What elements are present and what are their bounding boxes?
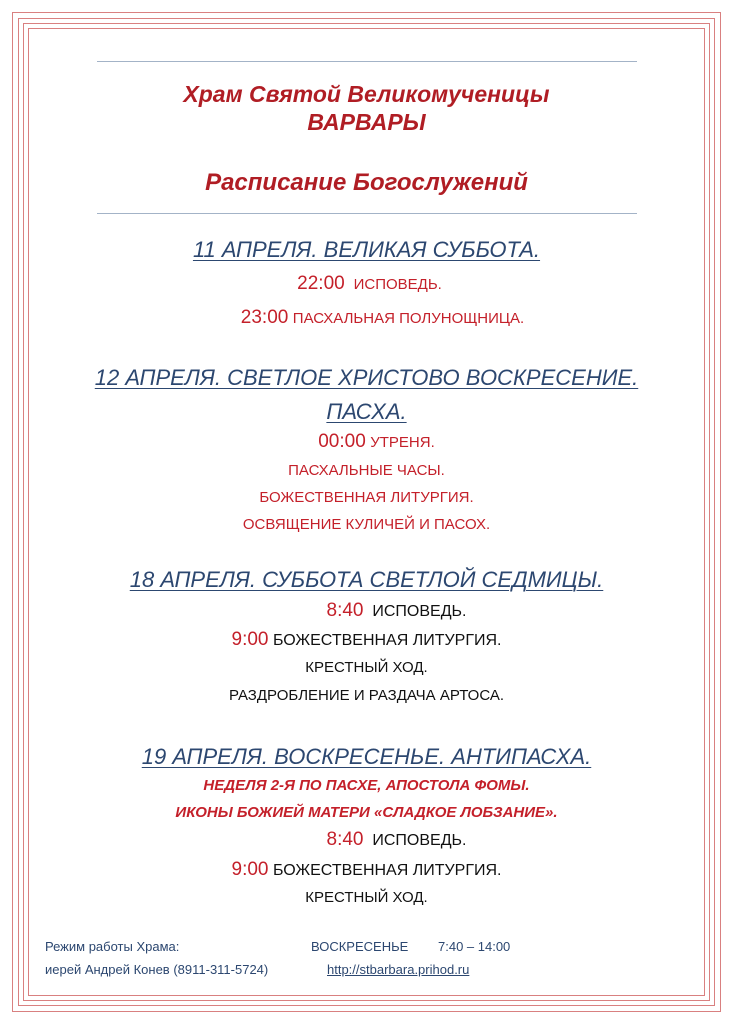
day4-heading: 19 АПРЕЛЯ. ВОСКРЕСЕНЬЕ. АНТИПАСХА. xyxy=(141,744,592,769)
day4-note-line1: НЕДЕЛЯ 2-Я ПО ПАСХЕ, АПОСТОЛА ФОМЫ. xyxy=(203,777,530,794)
time: 23:00 xyxy=(240,307,289,328)
schedule-subtitle: Расписание Богослужений xyxy=(205,169,528,196)
website-link[interactable]: http://stbarbara.prihod.ru xyxy=(327,962,470,977)
day4-item-2 xyxy=(0,858,733,883)
service-label: ИСПОВЕДЬ. xyxy=(372,603,467,620)
footer-hours-time: 7:40 – 14:00 xyxy=(438,939,511,954)
time: 8:40 xyxy=(326,829,364,850)
service-label: ИСПОВЕДЬ. xyxy=(372,832,467,849)
time: 22:00 xyxy=(297,273,345,294)
day4-item-1 xyxy=(0,828,733,853)
footer-priest-contact: иерей Андрей Конев (8911-311-5724) xyxy=(45,962,269,977)
service-label: БОЖЕСТВЕННАЯ ЛИТУРГИЯ. xyxy=(272,862,502,879)
time: 9:00 xyxy=(231,629,269,650)
day3-item-2 xyxy=(0,628,733,653)
time: 9:00 xyxy=(231,859,269,880)
day2-heading-line2: ПАСХА. xyxy=(326,399,407,424)
day2-item-1 xyxy=(0,430,733,455)
service-label: УТРЕНЯ. xyxy=(370,434,435,451)
day1-item-1 xyxy=(0,272,733,297)
footer-hours-label: Режим работы Храма: xyxy=(45,939,180,954)
day4-line-1: КРЕСТНЫЙ ХОД. xyxy=(305,889,428,906)
divider-top xyxy=(97,61,637,62)
day3-item-1 xyxy=(0,599,733,624)
day3-heading: 18 АПРЕЛЯ. СУББОТА СВЕТЛОЙ СЕДМИЦЫ. xyxy=(129,567,604,592)
divider-bottom xyxy=(97,213,637,214)
day3-line-1: КРЕСТНЫЙ ХОД. xyxy=(305,659,428,676)
day2-line-2: БОЖЕСТВЕННАЯ ЛИТУРГИЯ. xyxy=(259,489,474,506)
footer-website xyxy=(327,962,469,978)
church-title-line1: Храм Святой Великомученицы xyxy=(183,81,550,107)
service-label: ИСПОВЕДЬ. xyxy=(353,276,442,293)
day2-line-1: ПАСХАЛЬНЫЕ ЧАСЫ. xyxy=(288,462,445,479)
service-label: БОЖЕСТВЕННАЯ ЛИТУРГИЯ. xyxy=(272,632,502,649)
day2-heading-line1: 12 АПРЕЛЯ. СВЕТЛОЕ ХРИСТОВО ВОСКРЕСЕНИЕ. xyxy=(94,365,639,390)
church-title-line2: ВАРВАРЫ xyxy=(307,109,426,135)
day1-heading: 11 АПРЕЛЯ. ВЕЛИКАЯ СУББОТА. xyxy=(192,237,541,262)
footer-hours-day: ВОСКРЕСЕНЬЕ xyxy=(311,939,409,954)
time: 8:40 xyxy=(326,600,364,621)
day1-item-2 xyxy=(0,306,733,331)
day2-line-3: ОСВЯЩЕНИЕ КУЛИЧЕЙ И ПАСОХ. xyxy=(242,516,491,533)
day3-line-2: РАЗДРОБЛЕНИЕ И РАЗДАЧА АРТОСА. xyxy=(228,687,505,704)
day4-note-line2: ИКОНЫ БОЖИЕЙ МАТЕРИ «СЛАДКОЕ ЛОБЗАНИЕ». xyxy=(175,804,558,821)
time: 00:00 xyxy=(318,431,366,452)
service-label: ПАСХАЛЬНАЯ ПОЛУНОЩНИЦА. xyxy=(292,310,525,327)
